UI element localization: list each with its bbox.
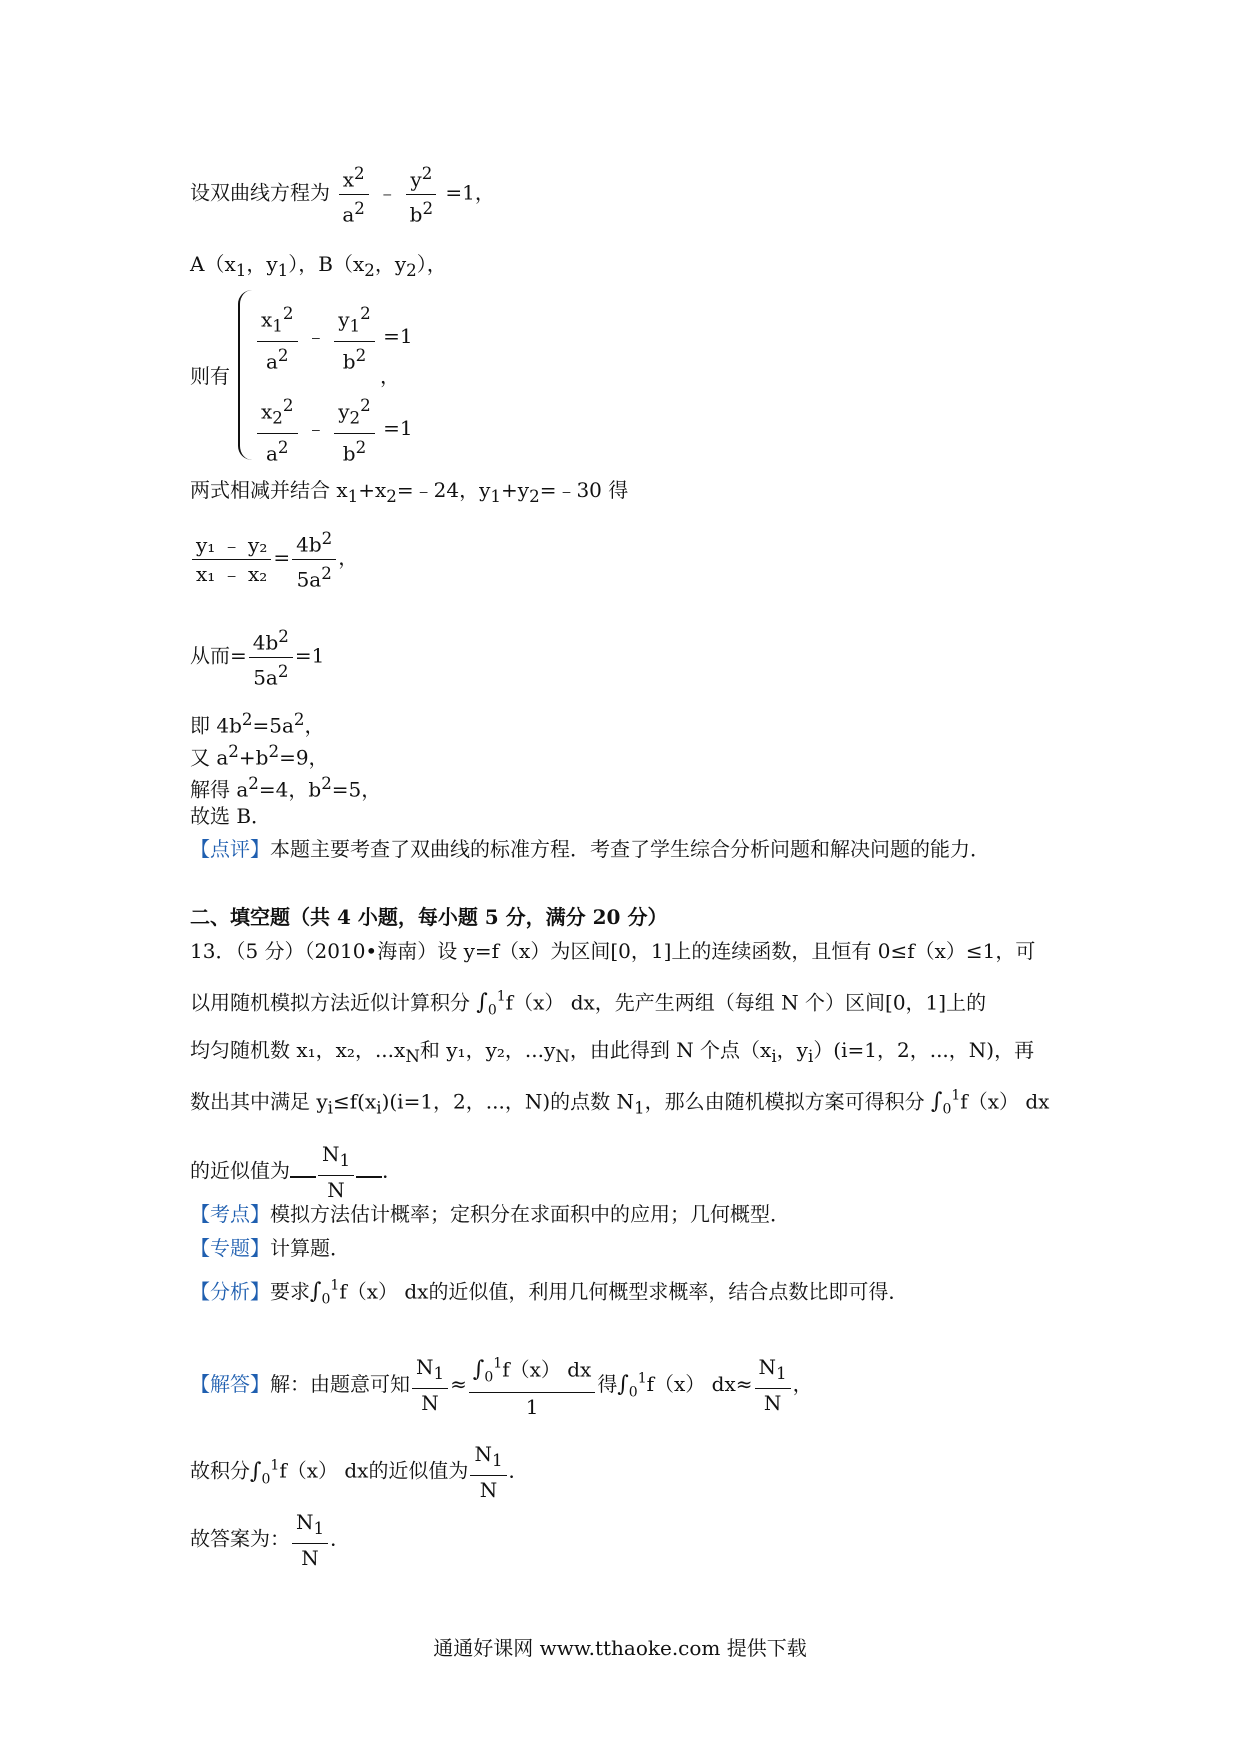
q13-line-a: 13．（5 分）（2010•海南）设 y=f（x）为区间[0，1]上的连续函数，且恒有 0≤f（x）≤1，可 xyxy=(190,939,1036,963)
line-subtract: 两式相减并结合 $x_1+x_2=﹣24$，$y_1+y_2=﹣30$ 得 xyxy=(190,478,629,506)
line-10: 故选 B． xyxy=(190,804,272,828)
line-8: 又 $a^2+b^2=9$， xyxy=(190,742,329,770)
q13-line-e: 的近似值为 $\frac{N_1}{N}$ ． xyxy=(190,1142,403,1202)
system-comma: ， xyxy=(380,364,400,388)
integral-symbol: $\int_0^1$ xyxy=(476,989,506,1019)
fraction-y2-b2: $\frac{y^2}{b^2}$ xyxy=(406,160,437,228)
line-jieda: 【解答】解：由题意可知 $\frac{N_1}{N}$ ≈ $\frac{\int_0^1f(x) dx}{1}$ 得$\int_0^1f(x)$ dx≈ $\frac{N_1}{N}$ ， xyxy=(190,1350,813,1421)
line-hyperbola-equation: 设双曲线方程为 $\frac{x^2}{a^2}$ ﹣ $\frac{y^2}{b^2}$ =1， xyxy=(190,160,495,228)
text: 设双曲线方程为 xyxy=(190,180,330,205)
line-points-ab: $A(x_1$，$y_1$），$B(x_2$，$y_2$）， xyxy=(190,252,447,280)
q13-line-b: 以用随机模拟方法近似计算积分 $\int_0^1f(x)$ dx，先产生两组（每组 N 个）区间[0，1]上的 xyxy=(190,989,987,1019)
line-slope-fraction: $\frac{\text{y₁ ﹣ y₂}}{\text{x₁ ﹣ x₂}}$ = $\frac{4b^2}{5a^2}$ ， xyxy=(190,525,358,593)
line-kaodian: 【考点】模拟方法估计概率；定积分在求面积中的应用；几何概型． xyxy=(190,1202,790,1226)
system-equation-2: $\frac{x_2^2}{a^2}$ ﹣ $\frac{y_2^2}{b^2}$ =1 xyxy=(255,392,413,467)
q13-line-d: 数出其中满足 $y_i\le f(x_i)(i=1$，2，...，N)的点数 $N_1$，那么由随机模拟方案可得积分 $\int_0^1f(x)$ dx xyxy=(190,1088,1050,1118)
system-equation-1: $\frac{x_1^2}{a^2}$ ﹣ $\frac{y_1^2}{b^2}$ =1 xyxy=(255,300,413,375)
line-7: 即 $4b^2=5a^2$， xyxy=(190,710,325,738)
line-fenxi: 【分析】要求$\int_0^1f(x)$ dx的近似值，利用几何概型求概率，结合点数比即可得． xyxy=(190,1278,909,1308)
text: =1， xyxy=(445,180,495,205)
page-footer: 通通好课网 www.tthaoke.com 提供下载 xyxy=(433,1636,807,1660)
line-9: 解得 $a^2=4$，$b^2=5$， xyxy=(190,774,382,802)
line-therefore: 从而= $\frac{4b^2}{5a^2}$ =1 xyxy=(190,623,324,691)
system-brace xyxy=(238,290,254,460)
answer-fraction: $\frac{N_1}{N}$ xyxy=(318,1140,354,1204)
tag-comment: 【点评】 xyxy=(190,837,270,861)
line-zhuanti: 【专题】计算题． xyxy=(190,1236,350,1260)
line-comment: 【点评】本题主要考查了双曲线的标准方程．考查了学生综合分析问题和解决问题的能力． xyxy=(190,837,990,861)
line-result-2: 故答案为： $\frac{N_1}{N}$ ． xyxy=(190,1510,351,1570)
line-result-1: 故积分$\int_0^1f(x)$ dx的近似值为 $\frac{N_1}{N}$ ． xyxy=(190,1442,529,1502)
q13-line-c: 均匀随机数 x₁，x₂，$...x_N$和 y₁，y₂，$...y_N$，由此得到 N 个点（$x_i$，$y_i)(i=1$，2，...，N)，再 xyxy=(190,1038,1035,1066)
section-title: 二、填空题（共 4 小题，每小题 5 分，满分 20 分） xyxy=(190,905,668,929)
line-system-label: 则有 xyxy=(190,364,230,388)
fraction-x2-a2: $\frac{x^2}{a^2}$ xyxy=(338,160,369,228)
